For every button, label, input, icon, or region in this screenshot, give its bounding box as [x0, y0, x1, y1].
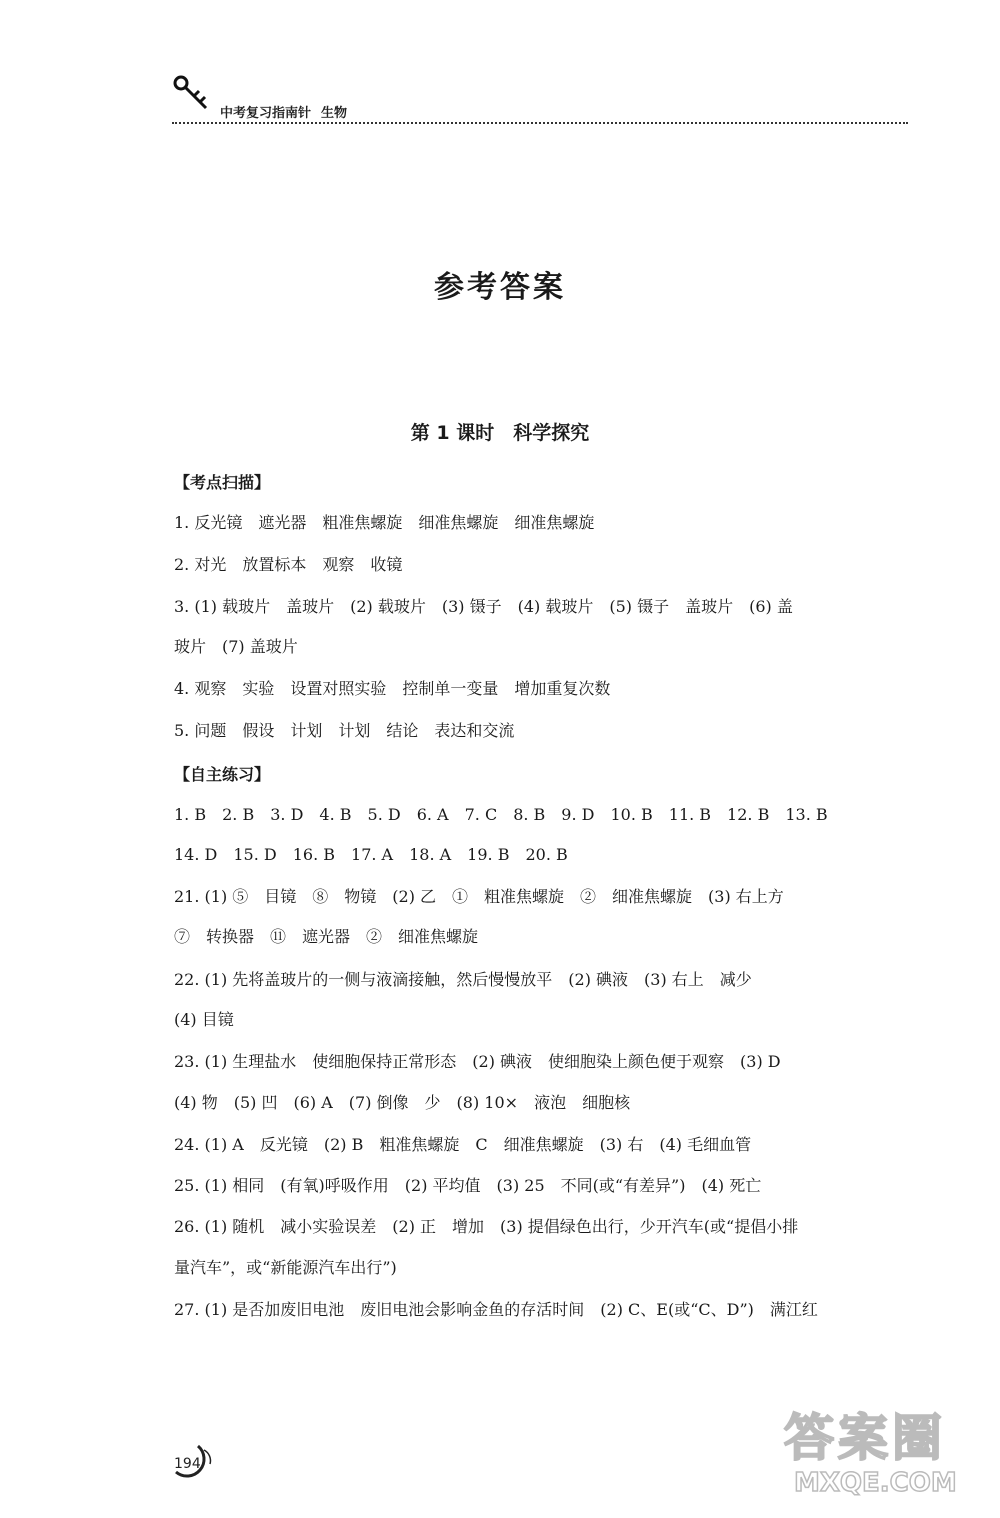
section-label-kaodian: 【考点扫描】 — [174, 473, 271, 492]
section-label-zizhu: 【自主练习】 — [174, 765, 271, 784]
answer-line: 3. (1) 载玻片 盖玻片 (2) 载玻片 (3) 镊子 (4) 载玻片 (5) 镊子 盖玻片 (6) 盖 — [174, 597, 793, 616]
answer-line: 22. (1) 先将盖玻片的一侧与液滴接触，然后慢慢放平 (2) 碘液 (3) 右上 减少 — [174, 970, 752, 989]
page-number-badge — [170, 1442, 220, 1482]
answer-line: 量汽车”，或“新能源汽车出行”) — [174, 1258, 397, 1277]
answer-line: 26. (1) 随机 减小实验误差 (2) 正 增加 (3) 提倡绿色出行，少开汽车(或“提倡小排 — [174, 1217, 799, 1236]
header-dotted-rule — [172, 122, 908, 124]
answer-line: (4) 物 (5) 凹 (6) A (7) 倒像 少 (8) 10× 液泡 细胞核 — [174, 1093, 631, 1112]
header-subject: 生物 — [321, 106, 348, 121]
answer-line: 14. D 15. D 16. B 17. A 18. A 19. B 20. B — [174, 845, 568, 864]
watermark — [776, 1394, 988, 1512]
answer-line: 21. (1) ⑤ 目镜 ⑧ 物镜 (2) 乙 ① 粗准焦螺旋 ② 细准焦螺旋 (3) 右上方 — [174, 887, 784, 906]
answer-line: 4. 观察 实验 设置对照实验 控制单一变量 增加重复次数 — [174, 679, 611, 698]
watermark-logo-text: 答案圈 — [784, 1409, 946, 1467]
answer-line: 2. 对光 放置标本 观察 收镜 — [174, 555, 403, 574]
header-text — [220, 102, 347, 121]
answer-line: 23. (1) 生理盐水 使细胞保持正常形态 (2) 碘液 使细胞染上颜色便于观察 (3) D — [174, 1052, 781, 1071]
page-number: 194 — [174, 1456, 201, 1472]
answer-line: 24. (1) A 反光镜 (2) B 粗准焦螺旋 C 细准焦螺旋 (3) 右 (4) 毛细血管 — [174, 1135, 752, 1154]
answer-line: (4) 目镜 — [174, 1010, 234, 1029]
answer-line: 27. (1) 是否加废旧电池 废旧电池会影响金鱼的存活时间 (2) C、E(或“C、D”) 满江红 — [174, 1300, 818, 1319]
header-book-title: 中考复习指南针 — [220, 106, 312, 121]
answer-line: ⑦ 转换器 ⑪ 遮光器 ② 细准焦螺旋 — [174, 927, 479, 946]
answer-line: 玻片 (7) 盖玻片 — [174, 637, 298, 656]
answer-line: 1. B 2. B 3. D 4. B 5. D 6. A 7. C 8. B 9. D 10. B 11. B 12. B 13. B — [174, 805, 828, 824]
page-title: 参考答案 — [434, 270, 566, 305]
running-header — [172, 72, 908, 128]
answer-line: 1. 反光镜 遮光器 粗准焦螺旋 细准焦螺旋 细准焦螺旋 — [174, 513, 595, 532]
answer-line: 5. 问题 假设 计划 计划 结论 表达和交流 — [174, 721, 515, 740]
key-icon — [172, 74, 212, 114]
answer-line: 25. (1) 相同 (有氧)呼吸作用 (2) 平均值 (3) 25 不同(或“有差异”) (4) 死亡 — [174, 1176, 762, 1195]
watermark-url: MXQE.COM — [794, 1468, 957, 1498]
lesson-title: 第 1 课时 科学探究 — [410, 422, 590, 444]
